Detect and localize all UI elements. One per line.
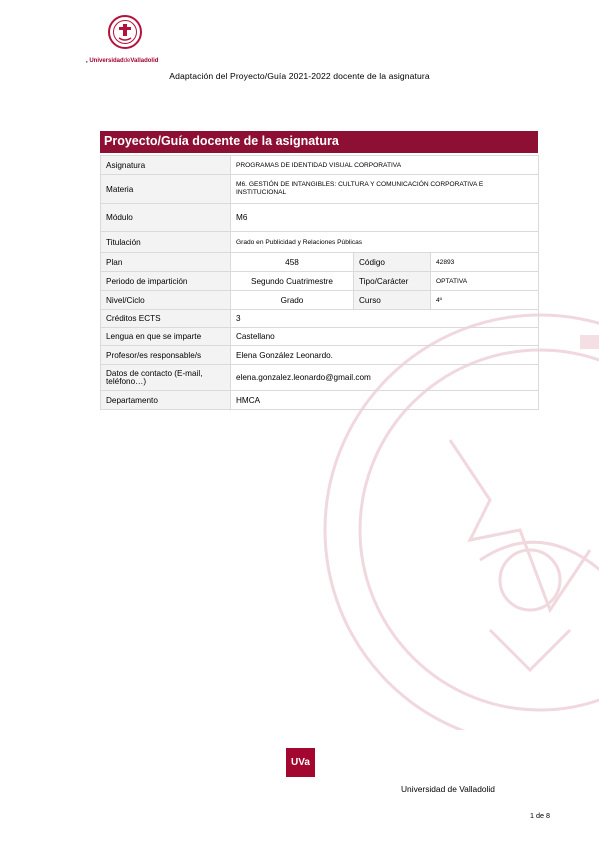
table-row: [101, 175, 539, 204]
table-row: [101, 391, 539, 410]
profesor-value: Elena González Leonardo.: [231, 346, 539, 365]
table-row: [101, 365, 539, 391]
table-row: [101, 328, 539, 346]
lengua-label: Lengua en que se imparte: [101, 328, 231, 346]
materia-label: Materia: [101, 175, 231, 204]
lengua-value: Castellano: [231, 328, 539, 346]
plan-label: Plan: [101, 253, 231, 272]
materia-value: M6. GESTIÓN DE INTANGIBLES: CULTURA Y COMUNICACIÓN CORPORATIVA E INSTITUCIONAL: [231, 175, 539, 204]
logo-de: de: [123, 58, 131, 64]
table-row: [101, 156, 539, 175]
periodo-label: Periodo de impartición: [101, 272, 231, 291]
page-number: 1 de 8: [530, 811, 550, 820]
university-logo: [93, 14, 173, 50]
course-info-table: [100, 155, 539, 410]
table-row: [101, 272, 539, 291]
table-row: [101, 204, 539, 232]
contacto-label: Datos de contacto (E-mail, teléfono…): [101, 365, 231, 391]
modulo-value: M6: [231, 204, 539, 232]
creditos-label: Créditos ECTS: [101, 310, 231, 328]
logo-valladolid: Valladolid: [130, 58, 159, 64]
nivel-label: Nivel/Ciclo: [101, 291, 231, 310]
plan-value: 458: [231, 253, 354, 272]
codigo-label: Código: [354, 253, 431, 272]
departamento-value: HMCA: [231, 391, 539, 410]
tipo-label: Tipo/Carácter: [354, 272, 431, 291]
table-row: [101, 346, 539, 365]
titulacion-label: Titulación: [101, 232, 231, 253]
logo-prefix: ,: [86, 58, 90, 64]
periodo-value: Segundo Cuatrimestre: [231, 272, 354, 291]
university-seal-icon: [107, 14, 143, 50]
profesor-label: Profesor/es responsable/s: [101, 346, 231, 365]
nivel-value: Grado: [231, 291, 354, 310]
document-title: Adaptación del Proyecto/Guía 2021-2022 docente de la asignatura: [169, 71, 430, 81]
footer-university: Universidad de Valladolid: [401, 784, 495, 794]
curso-value: 4º: [431, 291, 539, 310]
table-row: [101, 253, 539, 272]
titulacion-value: Grado en Publicidad y Relaciones Públicas: [231, 232, 539, 253]
table-row: [101, 291, 539, 310]
logo-universidad: Universidad: [89, 58, 124, 64]
section-title: Proyecto/Guía docente de la asignatura: [100, 131, 538, 153]
tipo-value: OPTATIVA: [431, 272, 539, 291]
contacto-value: elena.gonzalez.leonardo@gmail.com: [231, 365, 539, 391]
departamento-label: Departamento: [101, 391, 231, 410]
creditos-value: 3: [231, 310, 539, 328]
curso-label: Curso: [354, 291, 431, 310]
table-row: [101, 232, 539, 253]
codigo-value: 42893: [431, 253, 539, 272]
asignatura-value: PROGRAMAS DE IDENTIDAD VISUAL CORPORATIVA: [231, 156, 539, 175]
asignatura-label: Asignatura: [101, 156, 231, 175]
university-logo-text: [86, 58, 158, 64]
modulo-label: Módulo: [101, 204, 231, 232]
uva-logo: UVa: [286, 748, 315, 777]
table-row: [101, 310, 539, 328]
